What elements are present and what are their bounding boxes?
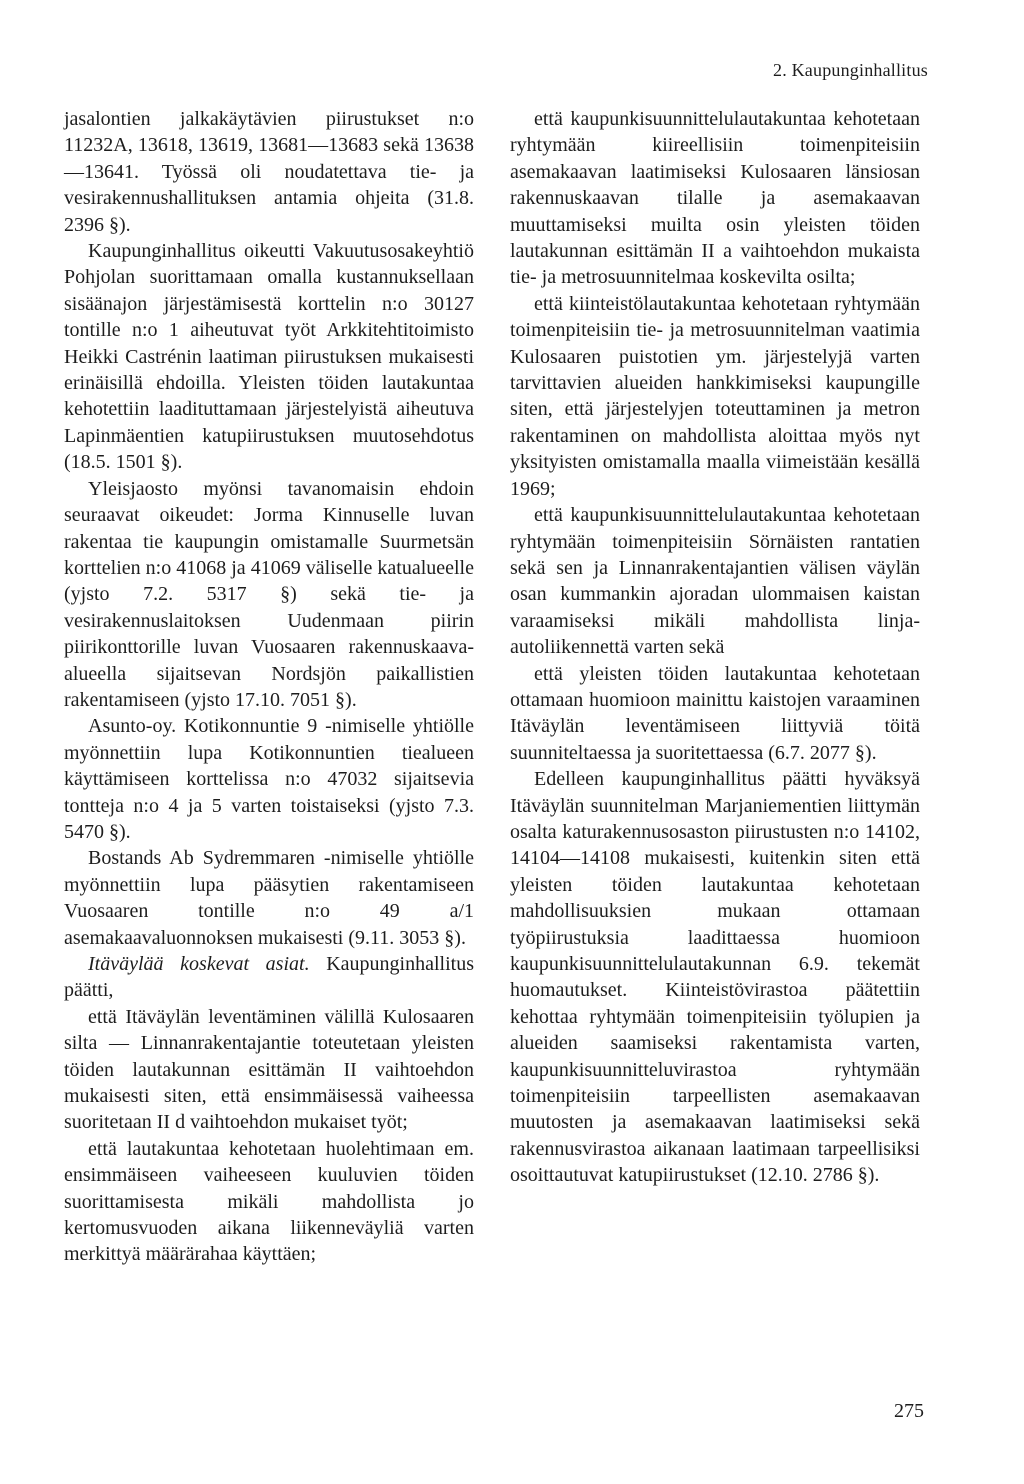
paragraph: Kaupunginhallitus oikeutti Vakuutusosakeyhtiö Pohjolan suorittamaan omalla kustannuksellaan sisäänajon järjestämisestä korttelin n:o 30127 tontille n:o 1 aiheutuvat työt Arkkitehtitoimisto Heikki Castrénin laatiman piirustuksen mukaisesti erinäisillä ehdoilla. Yleisten töiden lautakuntaa kehotettiin laadituttamaan järjestelyistä aiheutuva Lapinmäentien katupiirustuksen muutosehdotus (18.5. 1501 §).	[64, 240, 474, 474]
paragraph: Yleisjaosto myönsi tavanomaisin ehdoin seuraavat oikeudet: Jorma Kinnuselle luvan rakentaa tie kaupungin omistamalle Suurmetsän korttelien n:o 41068 ja 41069 väliselle katualueelle (yjsto 7.2. 5317 §) sekä tie- ja vesirakennuslaitoksen Uudenmaan piirin piirikonttorille luvan Vuosaaren rakennuskaava-alueella sijaitsevan Nordsjön paikallistien rakentamiseen (yjsto 17.10. 7051 §).	[64, 477, 474, 711]
paragraph: Bostands Ab Sydremmaren -nimiselle yhtiölle myönnettiin lupa pääsytien rakentamiseen Vuosaaren tontille n:o 49 a/1 asemakaavaluonnoksen mukaisesti (9.11. 3053 §).	[64, 847, 474, 949]
decision-clause: että lautakuntaa kehotetaan huolehtimaan em. ensimmäiseen vaiheeseen kuuluvien töiden suorittamisesta mikäli mahdollista jo kertomusvuoden aikana liikenneväyliä varten merkittyä määrärahaa käyttäen;	[64, 1137, 474, 1266]
section-heading: Itäväylää koskevat asiat.	[88, 953, 310, 975]
decision-clause: että kaupunkisuunnittelulautakuntaa kehotetaan ryhtymään kiireellisiin toimenpiteisiin asemakaavan laatimiseksi Kulosaaren länsiosan rakennuskaavan tilalle ja asemakaavan muuttamiseksi muilta osin yleisten töiden lautakunnan esittämän II a vaihtoehdon mukaista tie- ja metrosuunnitelmaa koskevilta osilta;	[510, 108, 920, 289]
paragraph: Edelleen kaupunginhallitus päätti hyväksyä Itäväylän suunnitelman Marjaniementien liittymän osalta katurakennusosaston piirustusten n:o 14102, 14104—14108 mukaisesti, kuitenkin siten että yleisten töiden lautakuntaa kehotetaan mahdollisuuksien mukaan ottamaan työpiirustuksia laadittaessa huomioon kaupunkisuunnittelulautakunnan 6.9. tekemät huomautukset. Kiinteistövirastoa päätettiin kehottaa ryhtymään toimenpiteisiin työlupien ja alueiden saamiseksi rakentamista varten, kaupunkisuunnitteluvirastoa ryhtymään toimenpiteisiin tarpeellisten asemakaavan muutosten ja asemakaavan laatimiseksi sekä rakennusvirastoa aikanaan laatimaan tarpeellisiksi osoittautuvat katupiirustukset (12.10. 2786 §).	[510, 768, 920, 1187]
decision-clause: että kiinteistölautakuntaa kehotetaan ryhtymään toimenpiteisiin tie- ja metrosuunnitelman vaatimia Kulosaaren puistotien ym. järjestelyjä varten tarvittavien alueiden hankkimiseksi kaupungille siten, että järjestelyjen toteuttaminen ja metron rakentaminen on mahdollista aloittaa myös nyt yksityisten omistamalla maalla viimeistään kesällä 1969;	[510, 292, 920, 500]
left-column	[64, 106, 474, 1268]
paragraph: Asunto-oy. Kotikonnuntie 9 -nimiselle yhtiölle myönnettiin lupa Kotikonnuntien tiealueen käyttämiseen korttelissa n:o 47032 sijaitsevia tontteja n:o 4 ja 5 varten toistaiseksi (yjsto 7.3. 5470 §).	[64, 715, 474, 843]
paragraph: jasalontien jalkakäytävien piirustukset n:o 11232A, 13618, 13619, 13681—13683 sekä 13638—13641. Työssä oli noudatettava tie- ja vesirakennushallituksen antamia ohjeita (31.8. 2396 §).	[64, 108, 474, 236]
running-header: 2. Kaupunginhallitus	[773, 60, 928, 80]
paragraph-text: Kaupunginhallitus päätti,	[64, 953, 474, 1002]
decision-clause: että Itäväylän leventäminen välillä Kulosaaren silta — Linnanrakentajantie toteutetaan yleisten töiden lautakunnan esittämän II vaihtoehdon mukaisesti siten, että ensimmäisessä vaiheessa suoritetaan II d vaihtoehdon mukaiset työt;	[64, 1005, 474, 1134]
decision-clause: että yleisten töiden lautakuntaa kehotetaan ottamaan huomioon mainittu kaistojen varaaminen Itäväylän leventämiseen liittyviä töitä suunniteltaessa ja suoritettaessa (6.7. 2077 §).	[510, 662, 920, 764]
decision-clause: että kaupunkisuunnittelulautakuntaa kehotetaan ryhtymään toimenpiteisiin Sörnäisten rantatien sekä sen ja Linnanrakentajantien välisen väylän osan kummankin ajoradan ulommaisen kaistan varaamiseksi mikäli mahdollista linja-autoliikennettä varten sekä	[510, 504, 920, 659]
page-number: 275	[894, 1400, 924, 1422]
right-column	[510, 106, 920, 1189]
paragraph	[64, 951, 474, 1004]
